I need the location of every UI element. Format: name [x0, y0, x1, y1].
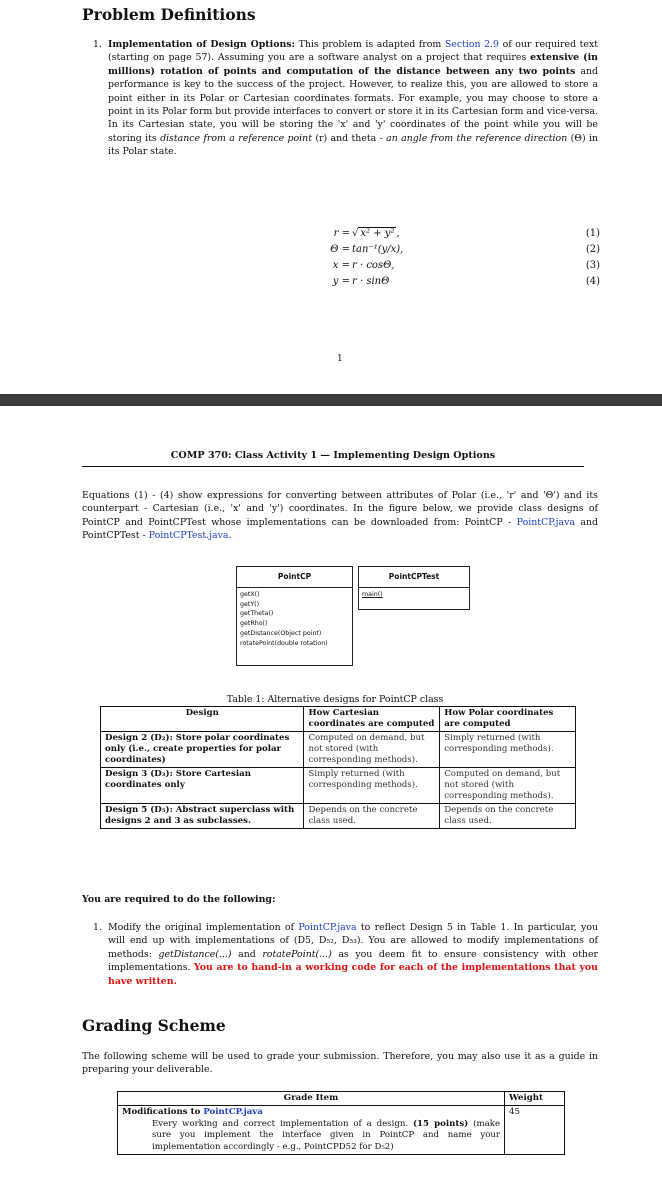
intro-text-a: Equations (1) - (4) show expressions for converting between attributes of Polar (i.e., 'r' and 'Θ') and its counterpart - Cartesian (i.e., 'x' and 'y') coordinates. In the figure below, we provide class designs of PointCP and PointCPTest whose implementations can be downloaded from: PointCP -: [82, 490, 598, 528]
table-header-row: [101, 707, 576, 732]
item-ital-b: an angle from the reference direction: [386, 132, 568, 144]
grade-header-row: [118, 1092, 565, 1106]
pointcp-java-link[interactable]: PointCP.java: [203, 1107, 263, 1118]
req-text-a: Modify the original implementation of: [108, 922, 299, 933]
equation-rhs: r · sinΘ: [352, 275, 390, 287]
uml-method-list: [237, 588, 352, 650]
required-heading: You are required to do the following:: [82, 894, 276, 905]
item-text-a: This problem is adapted from: [295, 39, 445, 50]
intro-paragraph: [82, 489, 598, 543]
equation-block: [240, 225, 600, 289]
equation-lhs: y =: [332, 275, 350, 287]
uml-method: getRho(): [240, 620, 268, 628]
req-text-c: and: [231, 948, 263, 960]
item-ital-a: distance from a reference point: [160, 132, 312, 144]
grade-row: [118, 1106, 565, 1155]
uml-method-list: [359, 588, 469, 602]
equation-rhs: √ x² + y² ,: [352, 227, 400, 239]
table-row: [101, 804, 576, 829]
uml-method: getTheta(): [240, 610, 274, 618]
pointcp-java-link[interactable]: PointCP.java: [516, 516, 575, 528]
pointcp-java-link[interactable]: PointCP.java: [298, 922, 357, 933]
table-row: [101, 732, 576, 768]
grade-header-cell: Grade Item: [118, 1092, 505, 1106]
equation-lhs: r =: [333, 227, 350, 239]
table-row: [101, 768, 576, 804]
req-ital-b: rotatePoint(...): [262, 948, 332, 960]
grade-item-cell: [118, 1106, 505, 1155]
item-text-b: of our required text (starting on page 57). Assuming you are a software analyst on a project that requires: [108, 39, 599, 64]
equation-row: [240, 225, 600, 241]
table-cell: Simply returned (with corresponding methods).: [440, 732, 576, 768]
req-red-notice: You are to hand-in a working code for each of the implementations that you have written.: [108, 962, 598, 987]
uml-class-name: PointCPTest: [359, 567, 469, 588]
equation-number: (1): [585, 227, 600, 239]
equation-number: (2): [585, 243, 600, 255]
page-number: 1: [337, 354, 343, 364]
equation-lhs: x =: [332, 259, 350, 271]
table-cell: Design 5 (D₅): Abstract superclass with designs 2 and 3 as subclasses.: [101, 804, 304, 829]
item-number: 1.: [93, 39, 102, 50]
requirement-item: [93, 921, 599, 988]
equation-number: (4): [585, 275, 600, 287]
page-1: [0, 0, 662, 394]
section-title-problem-definitions: Problem Definitions: [82, 5, 256, 24]
equation-number: (3): [585, 259, 600, 271]
equation-rhs: r · cosΘ,: [352, 259, 395, 271]
table-cell: Computed on demand, but not stored (with corresponding methods).: [440, 768, 576, 804]
uml-method: getX(): [240, 591, 260, 598]
grading-intro: The following scheme will be used to grade your submission. Therefore, you may also use it as a guide in preparing your deliverable.: [82, 1051, 598, 1076]
req-text-b: to reflect Design 5 in Table 1. In particular, you will end up with implementations of (D5, D₅₂, D₅₃). You are allowed to modify implementations of methods:: [108, 922, 599, 960]
table-header-cell: How Polar coordinates are computed: [440, 707, 576, 732]
table-header-cell: Design: [101, 707, 304, 732]
table-cell: Depends on the concrete class used.: [304, 804, 440, 829]
grade-item-title: Modifications to PointCP.java: [122, 1107, 263, 1118]
requirement-number: 1.: [93, 922, 102, 933]
equation-row: [240, 257, 600, 273]
pointcptest-java-link[interactable]: PointCPTest.java: [148, 530, 229, 542]
alternative-designs-table: [100, 706, 576, 829]
equation-rhs: tan⁻¹(y/x),: [352, 243, 404, 255]
table-cell: Simply returned (with corresponding methods).: [304, 768, 440, 804]
section-title-grading: Grading Scheme: [82, 1016, 226, 1035]
equation-lhs: Θ =: [330, 243, 350, 255]
intro-text-b: and PointCPTest -: [82, 516, 599, 542]
implementation-item: [93, 38, 599, 159]
table-cell: Design 3 (D₃): Store Cartesian coordinates only: [101, 768, 304, 804]
table-cell: Design 2 (D₂): Store polar coordinates only (i.e., create properties for polar coordinates): [101, 732, 304, 768]
uml-class-name: PointCP: [237, 567, 352, 588]
intro-text-c: .: [228, 530, 232, 542]
grade-weight-cell: 45: [505, 1106, 565, 1155]
uml-class-pointcptest: [358, 566, 470, 610]
uml-method: getDistance(Object point): [240, 629, 322, 637]
section-link[interactable]: Section 2.9: [444, 39, 500, 50]
item-bold-a: extensive (in millions) rotation of points and computation of the distance between any two points: [108, 52, 598, 77]
uml-method: main(): [362, 591, 383, 598]
item-text-d: (r) and theta -: [311, 132, 387, 144]
grade-item-detail: Every working and correct implementation of a design. (15 points) (make sure you implement the interface given in PointCP and name your implementation accordingly - e.g., PointCPD52 for D₅2): [152, 1118, 501, 1152]
req-text-d: as you deem fit to ensure consistency with other implementations.: [108, 948, 598, 974]
equation-row: [240, 241, 600, 257]
running-header: COMP 370: Class Activity 1 — Implementing Design Options: [170, 450, 496, 461]
table-cell: Computed on demand, but not stored (with corresponding methods).: [304, 732, 440, 768]
uml-method: rotatePoint(double rotation): [240, 639, 328, 647]
item-text-e: (Θ) in its Polar state.: [108, 132, 599, 158]
uml-class-pointcp: [236, 566, 353, 666]
equation-row: [240, 273, 600, 289]
item-text-c: and performance is key to the success of the project. However, to realize this, you are allowed to store a point either in its Polar or Cartesian coordinates formats. For example, you may choose to store a point in its Polar form but provide interfaces to convert or store it in its Cartesian form and vice-versa. In its Cartesian state, you will be storing the 'x' and 'y' coordinates of the point while you will be storing its: [108, 65, 599, 144]
header-rule: [82, 466, 584, 467]
grade-header-cell: Weight: [505, 1092, 565, 1106]
grading-table: [117, 1091, 565, 1155]
table-cell: Depends on the concrete class used.: [440, 804, 576, 829]
req-ital-a: getDistance(...): [158, 948, 232, 960]
item-lead: Implementation of Design Options:: [108, 39, 296, 50]
uml-method: getY(): [240, 600, 260, 608]
table-header-cell: How Cartesian coordinates are computed: [304, 707, 440, 732]
table-caption: Table 1: Alternative designs for PointCP class: [226, 694, 444, 705]
page-gap: [0, 394, 662, 406]
